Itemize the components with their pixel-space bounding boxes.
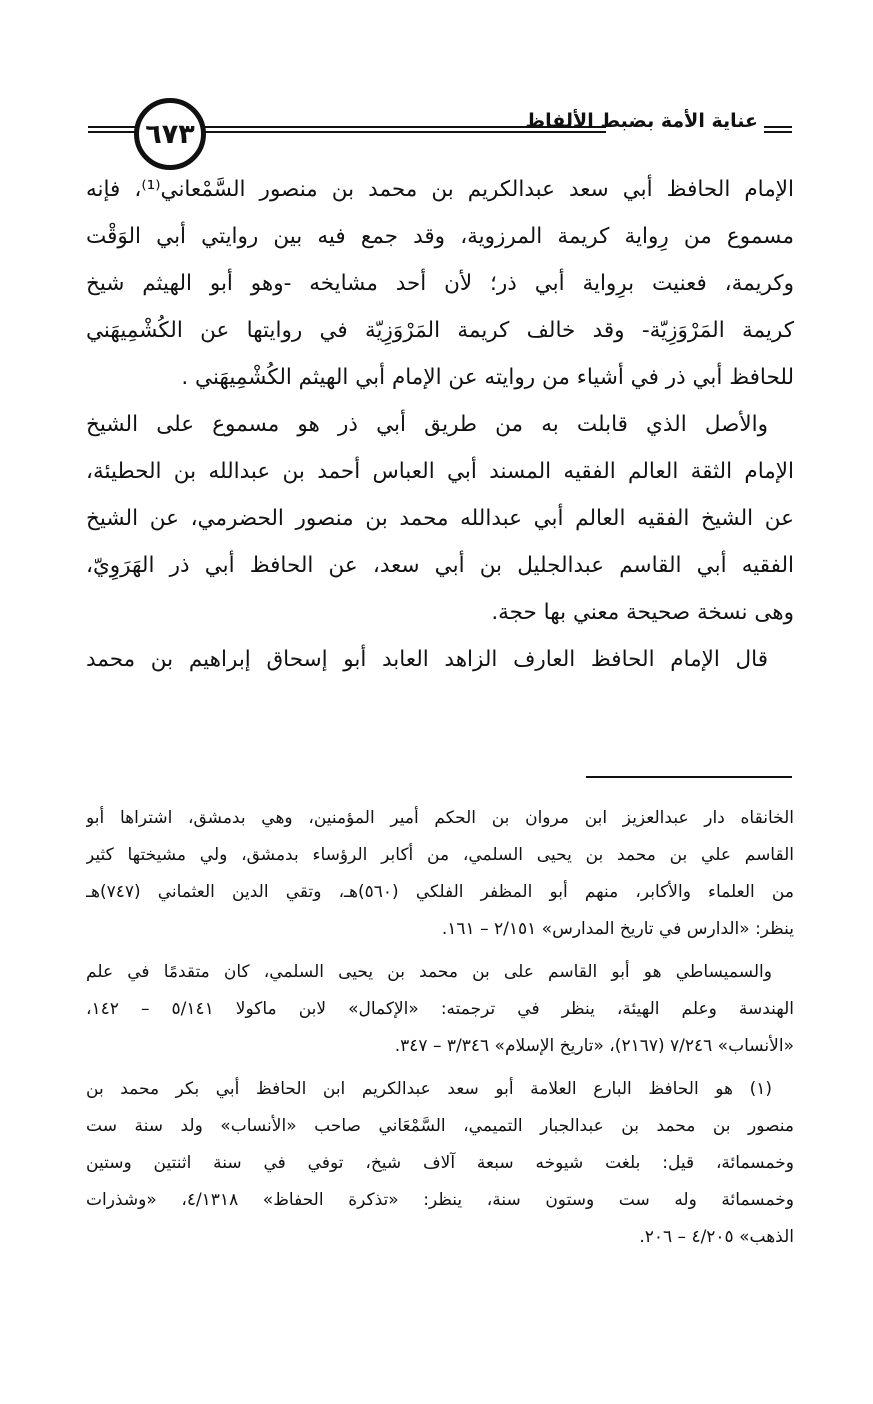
main-line: للحافظ أبي ذر في أشياء من روايته عن الإمام أبي الهيثم الكُشْمِيهَني . — [181, 365, 794, 390]
footnote-line: من العلماء والأكابر، منهم أبو المظفر الفلكي (٥٦٠)هـ، وتقي الدين العثماني (٧٤٧)هـ — [86, 882, 794, 902]
running-header — [88, 98, 792, 164]
main-line: الإمام الثقة العالم الفقيه المسند أبي العباس أحمد بن عبدالله بن الحطيئة، — [86, 459, 794, 484]
main-line: عن الشيخ الفقيه العالم أبي عبدالله محمد بن منصور الحضرمي، عن الشيخ — [86, 506, 794, 531]
header-rule-right — [764, 126, 792, 136]
footnote-line: والسميساطي هو أبو القاسم على بن محمد بن يحيى السلمي، كان متقدمًا في علم — [86, 962, 772, 982]
page-number: ٦٧٣ — [134, 98, 206, 170]
main-line: مسموع من رِواية كريمة المرزوية، وقد جمع فيه بين روايتي أبي الوَقْت — [86, 224, 794, 249]
footnotes — [86, 800, 794, 1256]
header-rule-left — [88, 126, 140, 136]
footnote-line: منصور بن محمد بن عبدالجبار التميمي، السَّمْعَاني صاحب «الأنساب» ولد سنة ست — [86, 1116, 794, 1136]
main-text — [86, 166, 794, 683]
footnote-line: وخمسمائة، قيل: بلغت شيوخه سبعة آلاف شيخ، توفي في سنة اثنتين وستين — [86, 1153, 794, 1173]
running-title: عناية الأمة بضبط الألفاظ — [525, 110, 758, 132]
footnote-line: الذهب» ٤/٢٠٥ – ٢٠٦. — [639, 1227, 794, 1247]
footnote-line: الخانقاه دار عبدالعزيز ابن مروان بن الحكم أمير المؤمنين، وهي بدمشق، اشتراها أبو — [86, 808, 794, 828]
main-line: قال الإمام الحافظ العارف الزاهد العابد أبو إسحاق إبراهيم بن محمد — [86, 647, 768, 672]
footnote-line: (١) هو الحافظ البارع العلامة أبو سعد عبدالكريم ابن الحافظ أبي بكر محمد بن — [86, 1079, 772, 1099]
main-line: والأصل الذي قابلت به من طريق أبي ذر هو مسموع على الشيخ — [86, 412, 768, 437]
main-line: وهى نسخة صحيحة معني بها حجة. — [491, 600, 794, 625]
footnote-line: «الأنساب» ٧/٢٤٦ (٢١٦٧)، «تاريخ الإسلام» ٣/٣٤٦ – ٣٤٧. — [394, 1036, 794, 1056]
footnote-line: وخمسمائة وله ست وستون سنة، ينظر: «تذكرة الحفاظ» ٤/١٣١٨، «وشذرات — [86, 1190, 794, 1210]
main-line: كريمة المَرْوَزِيّة- وقد خالف كريمة المَرْوَزِيّة في روايتها عن الكُشْمِيهَني — [86, 318, 794, 343]
main-line: وكريمة، فعنيت برِواية أبي ذر؛ لأن أحد مشايخه -وهو أبو الهيثم شيخ — [86, 271, 794, 296]
footnote-line: القاسم علي بن محمد بن يحيى السلمي، من أكابر الرؤساء بدمشق، ولي مشيختها كثير — [86, 845, 794, 865]
main-line: الإمام الحافظ أبي سعد عبدالكريم بن محمد بن منصور السَّمْعاني⁽¹⁾، فإنه — [86, 177, 794, 202]
footnote-line: ينظر: «الدارس في تاريخ المدارس» ٢/١٥١ – ١٦١. — [441, 919, 794, 939]
main-line: الفقيه أبي القاسم عبدالجليل بن أبي سعد، عن الحافظ أبي ذر الهَرَوِيّ، — [86, 553, 794, 578]
footnote-separator — [586, 776, 792, 778]
footnote-line: الهندسة وعلم الهيئة، ينظر في ترجمته: «الإكمال» لابن ماكولا ٥/١٤١ – ١٤٢، — [86, 999, 794, 1019]
